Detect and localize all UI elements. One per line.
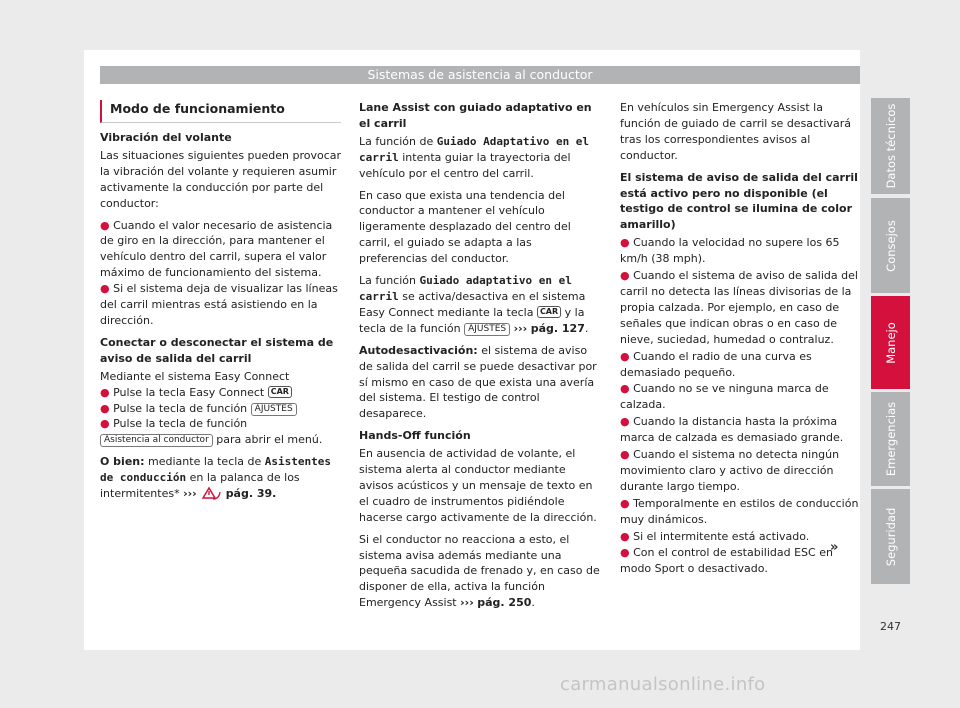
text: intenta guiar la trayectoria del vehículo por el centro del carril.	[359, 150, 571, 180]
tab-label: Consejos	[883, 219, 898, 272]
list-item: Pulse la tecla de función	[113, 401, 248, 415]
list-item-text: Cuando el sistema no detecta ningún movimiento claro y activo de dirección durante largo tiempo.	[620, 448, 840, 493]
list-item: ● Cuando no se ve ninguna marca de calzada.	[620, 382, 829, 412]
text: mediante la tecla de	[148, 455, 262, 469]
label-o-bien: O bien:	[100, 455, 145, 469]
list-item: ● Temporalmente en estilos de conducción muy dinámicos.	[620, 496, 859, 526]
column-1: Vibración del volante Las situaciones siguientes pueden provocar la vibración del volante y requieren asumir activamente la conducción por parte del conductor: ● Cuando el valor necesario de asistencia de giro en la dirección, para mantener el vehículo dentro del carril, supera el valor máximo de funcionamiento del sistema. ● Si el sistema deja de visualizar las líneas del carril mientras está asistiendo en la dirección. Conectar o desconectar el sistema de aviso de salida del carril Mediante el sistema Easy Connect ● Pulse la tecla Easy Connect CAR ● Pulse la tecla de función AJUSTES ● Pulse la tecla de función Asistencia al conductor para abrir el menú. O bien: mediante la tecla de Asistentes de conducción en la palanca de los intermitentes* ››› pág. 39.	[100, 130, 347, 511]
list-item: ● Cuando la velocidad no supere los 65 km/h (38 mph).	[620, 236, 840, 266]
text: el sistema de aviso de salida del carril se puede desactivar por sí mismo en caso de que exista una avería del sistema. El testigo de control desaparece.	[359, 343, 597, 421]
list-item-text: Cuando el sistema de aviso de salida del carril no detecta las líneas divisorias de la propia calzada. Por ejemplo, en caso de señales que indican obras o en caso de nieve, suciedad, humedad o contraluz.	[620, 269, 858, 346]
list-item: Cuando el valor necesario de asistencia de giro en la dirección, para mantener el vehículo dentro del carril, supera el valor máximo de funcionamiento del sistema.	[100, 218, 333, 280]
label-autodesactivacion: Autodesactivación:	[359, 343, 478, 357]
heading-lane-assist: Lane Assist con guiado adaptativo en el carril	[359, 101, 592, 130]
ajustes-key: AJUSTES	[251, 403, 297, 416]
function-name: Guiado adaptativo en el carril	[359, 274, 572, 303]
tab-emergencias[interactable]	[871, 392, 910, 486]
warning-icon	[200, 486, 222, 505]
paragraph: En caso que exista una tendencia del conductor a mantener el vehículo ligeramente desplazado del centro del carril, el guiado se adapta a las preferencias del conductor.	[359, 188, 571, 266]
column-2: Lane Assist con guiado adaptativo en el carril La función de Guiado Adaptativo en el carril intenta guiar la trayectoria del vehículo por el centro del carril. En caso que exista una tendencia del conductor a mantener el vehículo ligeramente desplazado del centro del carril, el guiado se adapta a las preferencias del conductor. La función Guiado adaptativo en el carril se activa/desactiva en el sistema Easy Connect mediante la tecla CAR y la tecla de la función AJUSTES ››› pág. 127. Autodesactivación: el sistema de aviso de salida del carril se puede desactivar por sí mismo en caso de que exista una avería del sistema. El testigo de control desaparece. Hands-Off función En ausencia de actividad de volante, el sistema alerta al conductor mediante avisos acústicos y un mensaje de texto en el cuadro de instrumentos pidiéndole hacerse cargo activamente de la dirección. Si el conductor no reacciona a esto, el sistema avisa además mediante una pequeña sacudida de frenado y, en caso de disponer de ella, activa la función Emergency Assist ››› pág. 250.	[359, 100, 602, 617]
list-item-text: Cuando la velocidad no supere los 65 km/h (38 mph).	[620, 236, 840, 266]
function-name: Guiado Adaptativo en el carril	[359, 134, 590, 164]
paragraph: En vehículos sin Emergency Assist la función de guiado de carril se desactivará tras los correspondientes avisos al conductor.	[620, 101, 851, 162]
page-ref[interactable]: pág. 127	[530, 321, 585, 335]
list-item: ● Cuando el radio de una curva es demasiado pequeño.	[620, 349, 812, 379]
tab-consejos[interactable]	[871, 198, 910, 293]
list-item: ● Cuando la distancia hasta la próxima marca de calzada es demasiado grande.	[620, 415, 844, 445]
asistencia-key: Asistencia al conductor	[100, 434, 213, 447]
list-item-text: Temporalmente en estilos de conducción muy dinámicos.	[620, 496, 859, 526]
ajustes-key: AJUSTES	[464, 323, 510, 336]
list-item: Pulse la tecla de función	[113, 417, 248, 431]
list-item-text: Cuando la distancia hasta la próxima marca de calzada es demasiado grande.	[620, 415, 844, 445]
text: Si el conductor no reacciona a esto, el sistema avisa además mediante una pequeña sacudida de frenado y, en caso de disponer de ella, activa la función Emergency Assist	[359, 532, 600, 610]
tab-manejo[interactable]	[871, 296, 910, 389]
tab-seguridad[interactable]	[871, 489, 910, 584]
ref-arrow: ›››	[513, 321, 528, 335]
page-number: 247	[880, 620, 901, 633]
list-item: ● Si el intermitente está activado.	[620, 529, 810, 543]
text: en la palanca de los intermitentes*	[100, 471, 300, 501]
ref-arrow: ›››	[183, 487, 197, 501]
list-item: Si el sistema deja de visualizar las líneas del carril mientras está asistiendo en la dirección.	[100, 282, 338, 327]
continue-mark: »	[830, 540, 839, 555]
heading-vibracion: Vibración del volante	[100, 131, 232, 144]
list-item: ● Cuando el sistema de aviso de salida del carril no detecta las líneas divisorias de la propia calzada. Por ejemplo, en caso de señales que indican obras o en caso de nieve, suciedad, humedad o contraluz.	[620, 269, 858, 346]
list-item: Pulse la tecla Easy Connect	[113, 385, 265, 399]
list-item: ● Cuando el sistema no detecta ningún movimiento claro y activo de dirección durante largo tiempo.	[620, 448, 840, 493]
text: La función	[359, 274, 416, 288]
car-key-icon: CAR	[268, 386, 292, 398]
condition-list	[620, 235, 860, 577]
heading-conectar: Conectar o desconectar el sistema de aviso de salida del carril	[100, 335, 334, 365]
paragraph: Las situaciones siguientes pueden provocar la vibración del volante y requieren asumir activamente la conducción por parte del conductor:	[100, 148, 342, 210]
control-name: Asistentes de conducción	[100, 455, 332, 485]
section-title: Modo de funcionamiento	[100, 100, 341, 123]
ref-arrow: ›››	[460, 596, 474, 610]
list-item-text: Si el intermitente está activado.	[633, 529, 810, 543]
watermark: carmanualsonline.info	[560, 674, 766, 695]
list-item: ● Con el control de estabilidad ESC en modo Sport o desactivado.	[620, 546, 833, 576]
tab-datos-tecnicos[interactable]	[871, 98, 910, 194]
list-item-text: Cuando no se ve ninguna marca de calzada.	[620, 382, 829, 412]
text: La función de	[359, 134, 434, 148]
list-item-text: Con el control de estabilidad ESC en modo Sport o desactivado.	[620, 546, 833, 576]
chapter-header: Sistemas de asistencia al conductor	[100, 66, 860, 84]
list-item-tail: para abrir el menú.	[216, 433, 323, 447]
text: y la tecla de la función	[359, 305, 585, 335]
column-3	[620, 100, 860, 578]
heading-hands-off: Hands-Off función	[359, 429, 471, 443]
tab-label: Seguridad	[883, 507, 898, 566]
list-item-text: Cuando el radio de una curva es demasiado pequeño.	[620, 349, 812, 379]
text: se activa/desactiva en el sistema Easy Connect mediante la tecla	[359, 289, 586, 319]
heading-no-disponible: El sistema de aviso de salida del carril está activo pero no disponible (el testigo de control se ilumina de color amarillo)	[620, 170, 858, 232]
tab-label: Datos técnicos	[883, 103, 898, 189]
paragraph: En ausencia de actividad de volante, el sistema alerta al conductor mediante avisos acústicos y un mensaje de texto en el cuadro de instrumentos pidiéndole hacerse cargo activamente de la dirección.	[359, 447, 597, 524]
tab-label: Manejo	[883, 321, 898, 364]
paragraph: Mediante el sistema Easy Connect	[100, 369, 290, 383]
page-ref[interactable]: pág. 250	[477, 596, 532, 610]
car-key-icon: CAR	[537, 306, 561, 318]
page-ref[interactable]: pág. 39.	[225, 487, 277, 501]
tab-label: Emergencias	[883, 401, 898, 477]
